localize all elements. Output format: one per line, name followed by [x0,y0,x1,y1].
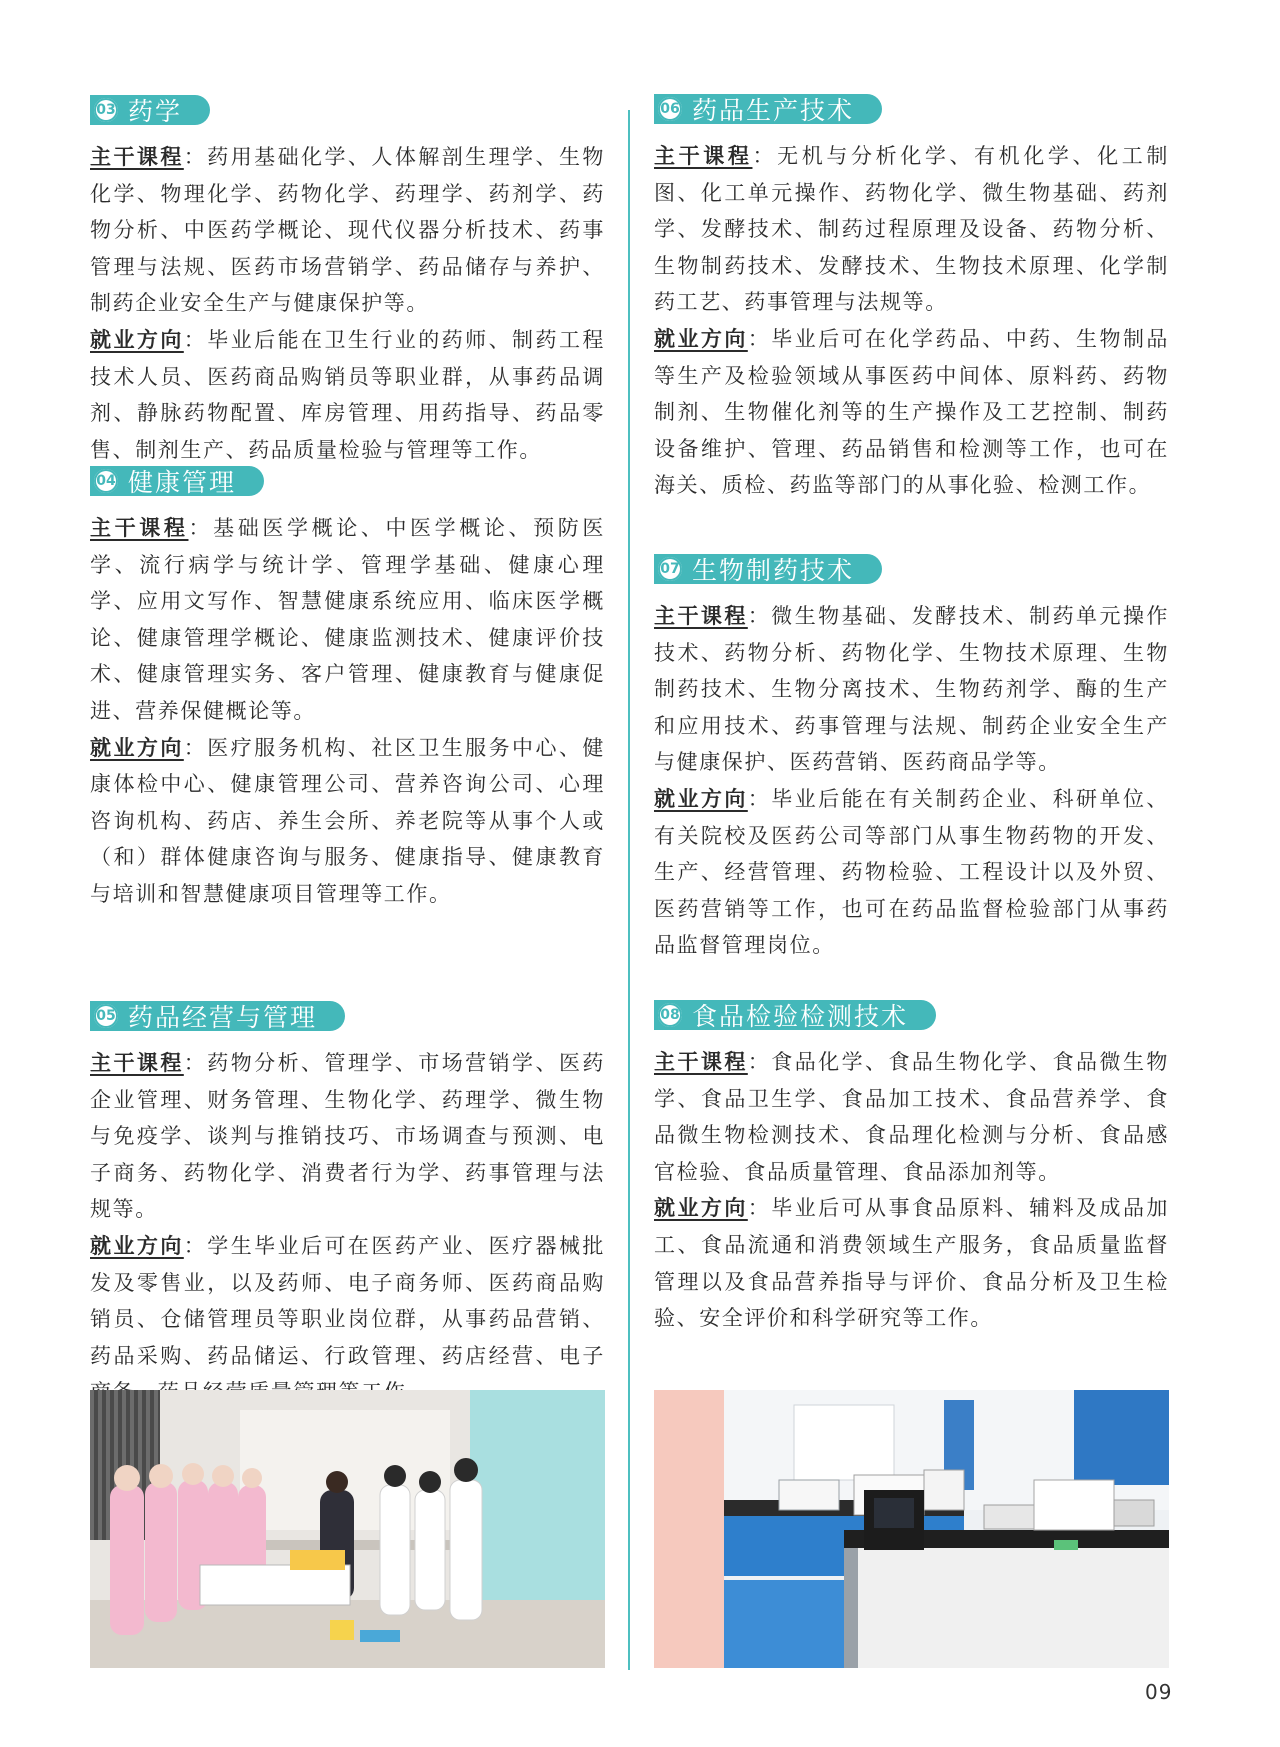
section-title-pill [90,95,210,125]
section-title-pill [90,466,264,496]
laboratory-photo [654,1390,1169,1668]
employment-label: 就业方向 [654,326,748,351]
section-number-badge: 03 [94,98,118,122]
main-courses-label: 主干课程 [90,145,184,169]
section-title-pill [654,554,882,584]
section-title: 药品经营与管理 [128,1003,318,1032]
section-drug-management [90,1001,605,1411]
main-courses-text: ：微生物基础、发酵技术、制药单元操作技术、药物分析、药物化学、生物技术原理、生物制药技术、生物分离技术、生物药剂学、酶的生产和应用技术、药事管理与法规、制药企业安全生产与健康保护、医药营销、医药商品学等。 [654,604,1169,775]
main-courses-paragraph [654,138,1169,321]
section-title-pill [90,1001,345,1031]
main-courses-paragraph [90,139,605,322]
main-courses-text: ：无机与分析化学、有机化学、化工制图、化工单元操作、药物化学、微生物基础、药剂学、发酵技术、制药过程原理及设备、药物分析、生物制药技术、发酵技术、生物技术原理、化学制药工艺、药事管理与法规等。 [654,144,1169,315]
section-biopharma [654,554,1169,964]
employment-paragraph [90,730,605,913]
main-courses-paragraph [90,1045,605,1228]
section-number-badge: 07 [658,557,682,581]
employment-text: ：毕业后可在化学药品、中药、生物制品等生产及检验领域从事医药中间体、原料药、药物制剂、生物催化剂等的生产操作及工艺控制、制药设备维护、管理、药品销售和检测等工作，也可在海关、质检、药监等部门的从事化验、检测工作。 [654,326,1169,498]
employment-paragraph [654,1190,1169,1336]
main-courses-label: 主干课程 [90,516,189,540]
main-courses-paragraph [90,510,605,730]
employment-text: ：学生毕业后可在医药产业、医疗器械批发及零售业，以及药师、电子商务师、医药商品购销员、仓储管理员等职业岗位群，从事药品营销、药品采购、药品储运、行政管理、药店经营、电子 [90,1233,605,1368]
section-number-badge: 08 [658,1003,682,1027]
section-health-management [90,466,605,913]
main-courses-text: ：药用基础化学、人体解剖生理学、生物化学、物理化学、药物化学、药理学、药剂学、药物分析、中医药学概论、现代仪器分析技术、药事管理与法规、医药市场营销学、药品储存与养护、制药企业安全生产与健康保护等。 [90,145,605,316]
employment-paragraph [90,322,605,468]
section-pharmacy [90,95,605,468]
employment-text: ：毕业后能在卫生行业的药师、制药工程技术人员、医药商品购销员等职业群，从事药品调剂、静脉药物配置、库房管理、用药指导、药品零售、制剂生产、药品质量检验与管理等工作。 [90,327,605,462]
section-number-badge: 04 [94,469,118,493]
page-number: 09 [1145,1680,1173,1704]
nursing-training-photo [90,1390,605,1668]
main-courses-text: ：基础医学概论、中医学概论、预防医学、流行病学与统计学、管理学基础、健康心理学、应用文写作、智慧健康系统应用、临床医学概论、健康管理学概论、健康监测技术、健康评价技术、健康管理实务、客户管理、健康教育与健康促进、营养保健概论等。 [90,516,605,723]
section-number-badge: 05 [94,1004,118,1028]
main-courses-label: 主干课程 [654,604,748,628]
employment-paragraph [654,781,1169,964]
employment-label: 就业方向 [654,1196,748,1221]
section-title: 生物制药技术 [692,556,855,585]
section-drug-production [654,94,1169,504]
section-title-pill [654,1000,936,1030]
main-courses-paragraph [654,598,1169,781]
employment-text: ：医疗服务机构、社区卫生服务中心、健康体检中心、健康管理公司、营养咨询公司、心理咨询机构、药店、养生会所、养老院等从事个人或（和）群体健康咨询与服务、健康指导、健康教育与培训和智慧健康项目管理等工作。 [90,735,605,906]
section-title: 健康管理 [128,468,237,497]
main-courses-text: ：药物分析、管理学、市场营销学、医药企业管理、财务管理、生物化学、药理学、微生物与免疫学、谈判与推销技巧、市场调查与预测、电子商务、药物化学、消费者行为学、药事管理与法规等。 [90,1051,605,1222]
column-divider [628,110,630,1670]
employment-label: 就业方向 [90,327,184,352]
main-courses-label: 主干课程 [654,1050,748,1074]
employment-paragraph [90,1228,605,1411]
employment-text: ：毕业后能在有关制药企业、科研单位、有关院校及医药公司等部门从事生物药物的开发、生产、经营管理、药物检验、工程设计以及外贸、医药营销等工作，也可在药品监督检验部门从事药品监督管理岗位。 [654,786,1169,958]
section-title: 食品检验检测技术 [692,1002,909,1031]
employment-label: 就业方向 [90,735,184,760]
employment-label: 就业方向 [654,786,748,811]
employment-paragraph [654,321,1169,504]
main-courses-label: 主干课程 [654,144,753,168]
section-food-testing [654,1000,1169,1337]
employment-label: 就业方向 [90,1233,184,1258]
section-title-pill [654,94,882,124]
section-number-badge: 06 [658,97,682,121]
main-courses-text: ：食品化学、食品生物化学、食品微生物学、食品卫生学、食品加工技术、食品营养学、食品微生物检测技术、食品理化检测与分析、食品感官检验、食品质量管理、食品添加剂等。 [654,1050,1169,1184]
main-courses-paragraph [654,1044,1169,1190]
section-title: 药学 [128,97,183,126]
employment-text: ：毕业后可从事食品原料、辅料及成品加工、食品流通和消费领域生产服务，食品质量监督管理以及食品营养指导与评价、食品分析及卫生检验、安全评价和科学研究等工作。 [654,1196,1169,1331]
main-courses-label: 主干课程 [90,1051,184,1075]
section-title: 药品生产技术 [692,96,855,125]
